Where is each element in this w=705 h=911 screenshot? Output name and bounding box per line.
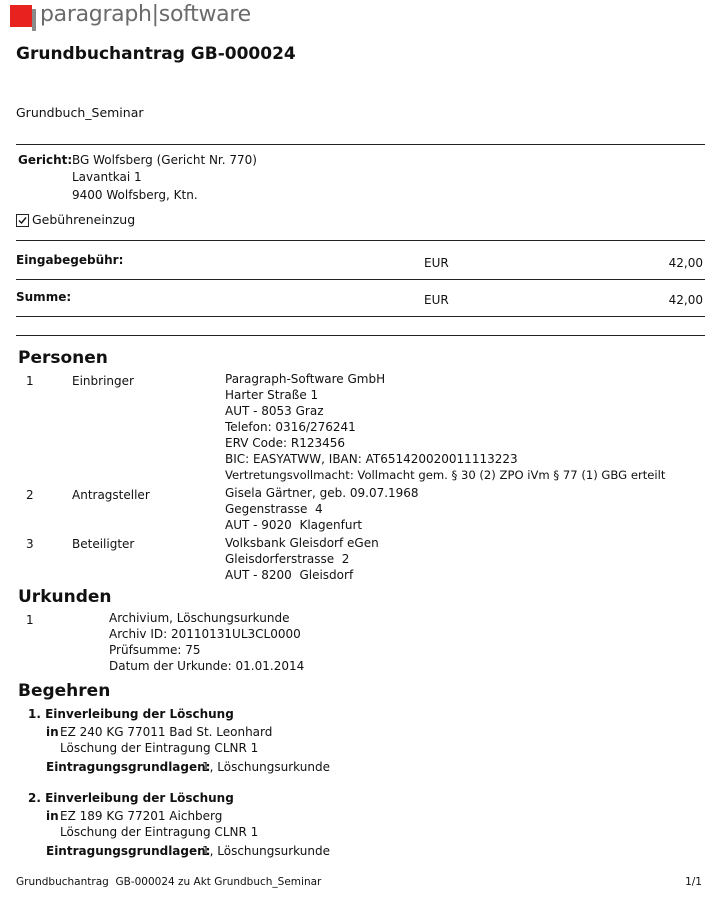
person-line: Volksbank Gleisdorf eGen (225, 536, 379, 550)
document-line: Archivium, Löschungsurkunde (109, 611, 290, 625)
court-city: 9400 Wolfsberg, Ktn. (72, 188, 198, 202)
person-role: Antragsteller (72, 488, 150, 502)
person-line: Paragraph-Software GmbH (225, 372, 386, 386)
document-subtitle: Grundbuch_Seminar (16, 105, 144, 120)
logo-text: paragraph|software (40, 2, 251, 27)
page-footer: Grundbuchantrag GB-000024 zu Akt Grundbuch_Seminar (16, 876, 322, 888)
person-line: ERV Code: R123456 (225, 436, 346, 450)
person-line: Gegenstrasse 4 (225, 502, 323, 516)
total-label: Summe: (16, 290, 72, 304)
person-role: Einbringer (72, 374, 134, 388)
fee-label: Eingabegebühr: (16, 253, 124, 267)
divider (16, 335, 705, 336)
request-basis-value: 1, Löschungsurkunde (202, 844, 330, 858)
total-amount: 42,00 (668, 293, 703, 307)
request-title: 1. Einverleibung der Löschung (28, 707, 234, 721)
page-number: 1/1 (685, 876, 702, 888)
fee-amount: 42,00 (668, 256, 703, 270)
divider (16, 144, 705, 145)
person-line: Harter Straße 1 (225, 388, 319, 402)
document-line: Datum der Urkunde: 01.01.2014 (109, 659, 305, 673)
document-line: Archiv ID: 20110131UL3CL0000 (109, 627, 301, 641)
request-location: EZ 240 KG 77011 Bad St. Leonhard (60, 725, 273, 739)
request-detail: Löschung der Eintragung CLNR 1 (60, 825, 259, 839)
person-line: AUT - 8200 Gleisdorf (225, 568, 354, 582)
court-name: BG Wolfsberg (Gericht Nr. 770) (72, 153, 257, 167)
document-number: 1 (26, 613, 34, 627)
fee-collection-checkbox[interactable] (16, 214, 29, 227)
person-line: Gleisdorferstrasse 2 (225, 552, 350, 566)
logo-square-icon (10, 5, 32, 27)
fee-currency: EUR (424, 256, 449, 270)
request-basis-label: Eintragungsgrundlagen: (46, 760, 211, 774)
court-street: Lavantkai 1 (72, 170, 142, 184)
document-line: Prüfsumme: 75 (109, 643, 201, 657)
court-label: Gericht: (18, 153, 73, 167)
request-basis-value: 1, Löschungsurkunde (202, 760, 330, 774)
person-role: Beteiligter (72, 537, 135, 551)
request-detail: Löschung der Eintragung CLNR 1 (60, 741, 259, 755)
person-line: AUT - 9020 Klagenfurt (225, 518, 363, 532)
divider (16, 240, 705, 241)
person-line: Gisela Gärtner, geb. 09.07.1968 (225, 486, 419, 500)
requests-heading: Begehren (18, 681, 111, 701)
persons-heading: Personen (18, 348, 108, 368)
person-number: 1 (26, 374, 34, 388)
request-in-label: in (46, 725, 59, 739)
person-number: 2 (26, 488, 34, 502)
person-line: Telefon: 0316/276241 (225, 420, 356, 434)
fee-collection-label: Gebühreneinzug (32, 212, 136, 227)
divider (16, 279, 705, 280)
request-title: 2. Einverleibung der Löschung (28, 791, 234, 805)
request-basis-label: Eintragungsgrundlagen: (46, 844, 211, 858)
request-in-label: in (46, 809, 59, 823)
checkmark-icon (18, 216, 27, 225)
documents-heading: Urkunden (18, 587, 112, 607)
request-location: EZ 189 KG 77201 Aichberg (60, 809, 223, 823)
person-line: BIC: EASYATWW, IBAN: AT651420020011113223 (225, 452, 518, 466)
person-line: Vertretungsvollmacht: Vollmacht gem. § 30 (2) ZPO iVm § 77 (1) GBG erteilt (225, 468, 666, 482)
divider (16, 316, 705, 317)
person-number: 3 (26, 537, 34, 551)
total-currency: EUR (424, 293, 449, 307)
page-title: Grundbuchantrag GB-000024 (16, 44, 296, 64)
person-line: AUT - 8053 Graz (225, 404, 324, 418)
